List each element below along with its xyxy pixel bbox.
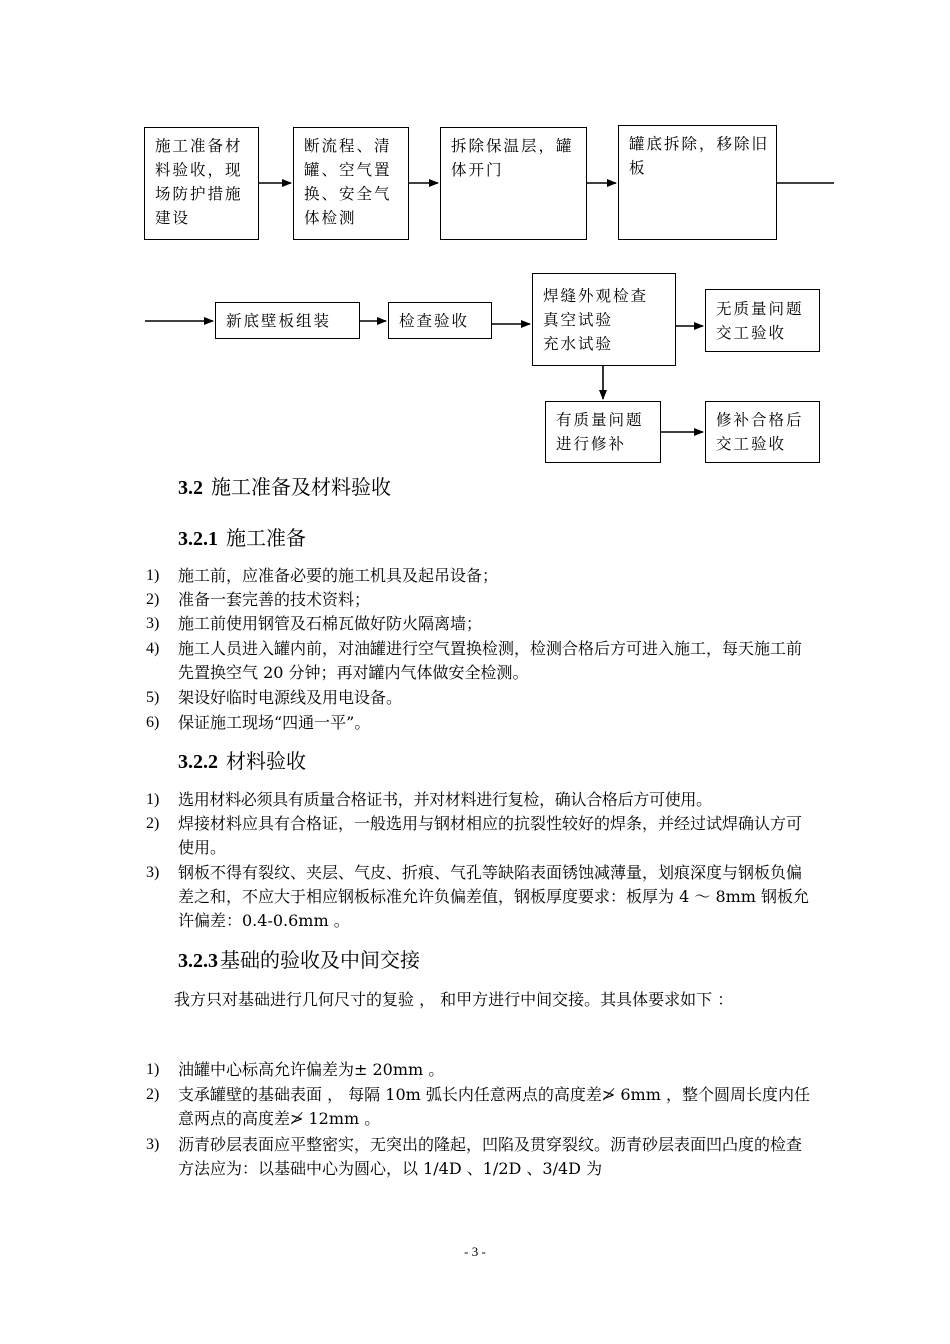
flow-box-assembly: 新底壁板组装	[215, 302, 360, 339]
intro-paragraph: 我方只对基础进行几何尺寸的复验 ， 和甲方进行中间交接。其具体要求如下 ：	[174, 990, 734, 1009]
flow-box-repair-accept: 修补合格后 交工验收	[705, 401, 820, 463]
section-heading-3-2-2: 3.2.2 材料验收	[178, 749, 306, 773]
flow-box-inspection: 检查验收	[388, 302, 492, 339]
section-heading-3-2-3: 3.2.3 基础的验收及中间交接	[178, 948, 420, 972]
flow-box-repair: 有质量问题 进行修补	[545, 401, 661, 463]
flow-box-prep: 施工准备材 料验收，现 场防护措施 建设	[144, 127, 259, 240]
flow-box-no-issue: 无质量问题 交工验收	[705, 289, 820, 352]
flow-box-isolation: 断流程、清 罐、空气置 换、安全气 体检测	[293, 127, 409, 240]
section-heading-3-2-1: 3.2.1 施工准备	[178, 526, 306, 550]
flow-box-tests: 焊缝外观检查 真空试验 充水试验	[532, 273, 676, 366]
flow-box-remove-insulation: 拆除保温层，罐 体开门	[440, 127, 587, 240]
section-heading-3-2: 3.2 施工准备及材料验收	[178, 475, 391, 499]
flow-box-remove-bottom: 罐底拆除，移除旧 板	[618, 125, 777, 240]
page-number: - 3 -	[464, 1244, 486, 1259]
